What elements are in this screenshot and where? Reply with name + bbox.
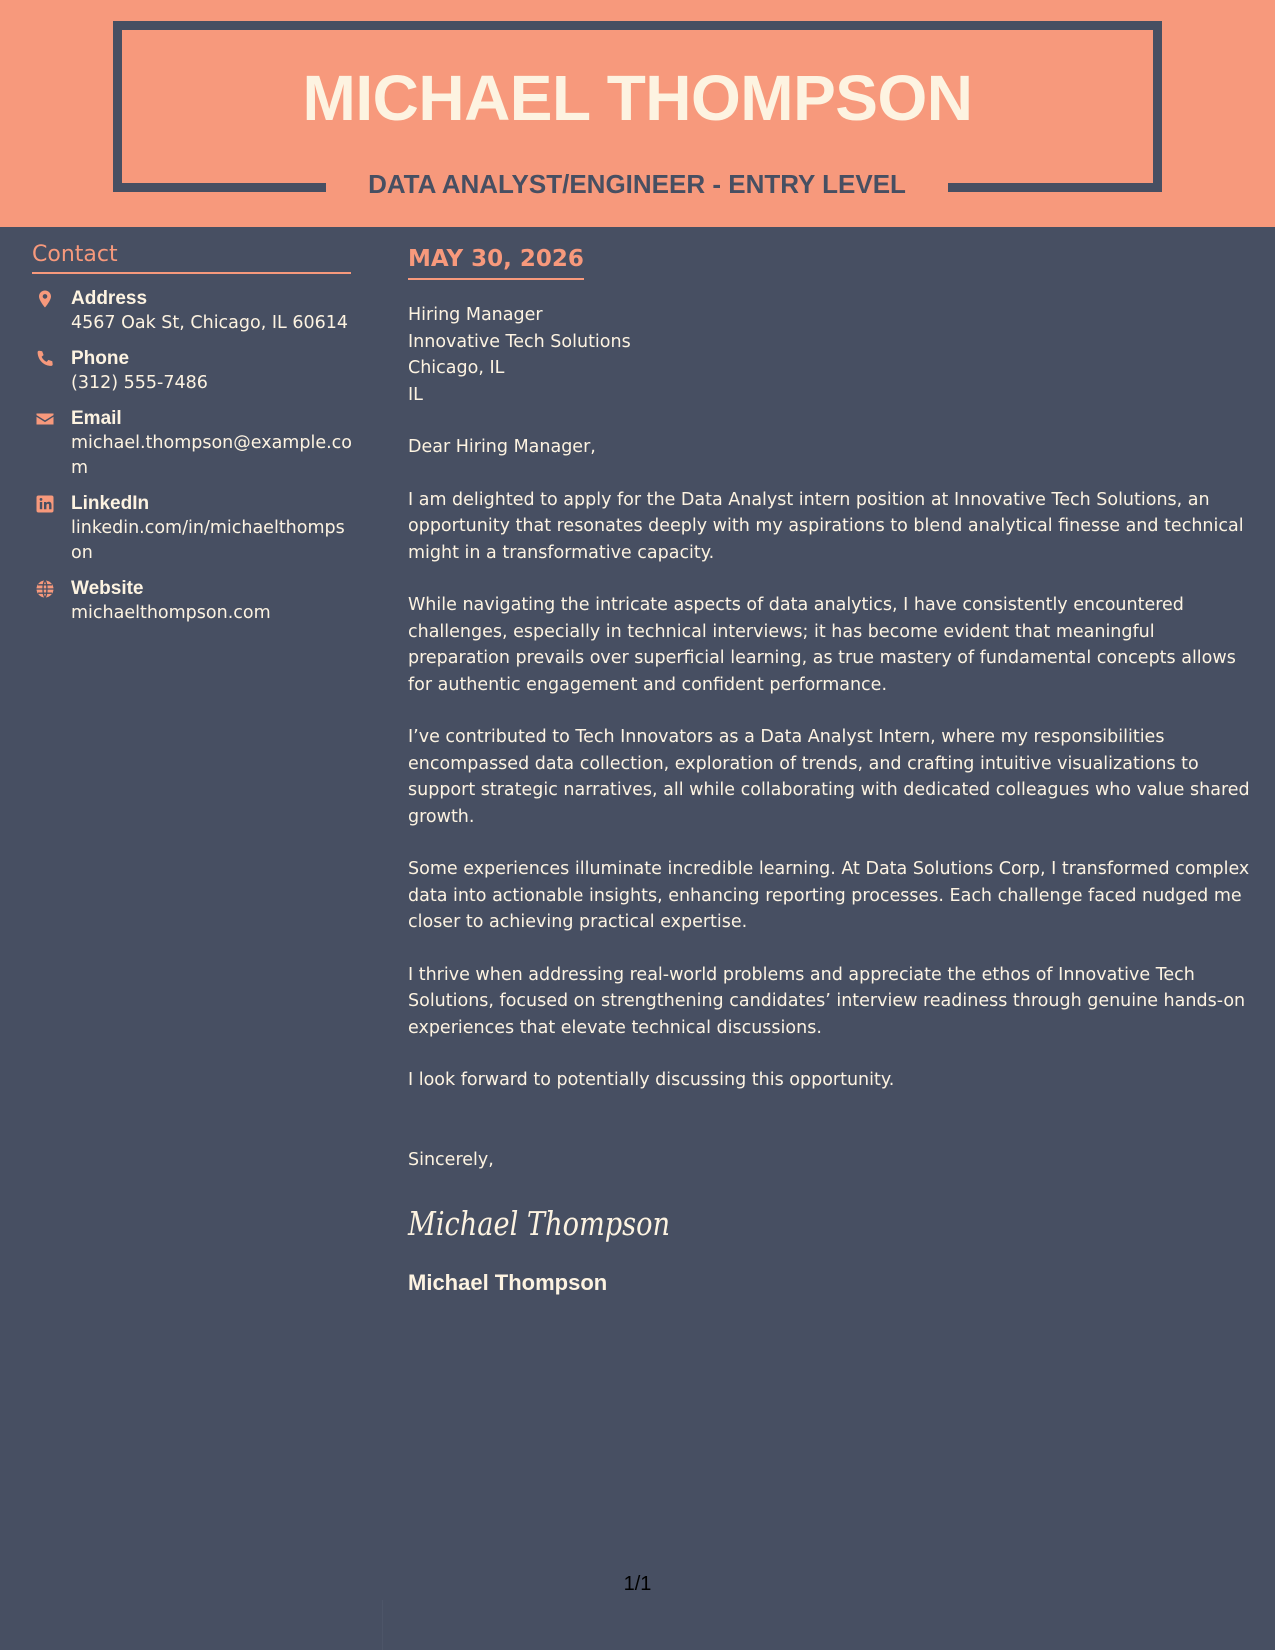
contact-list [32, 286, 351, 626]
contact-item-email [32, 406, 351, 481]
body-paragraph: I’ve contributed to Tech Innovators as a Data Analyst Intern, where my responsibilities encompassed data collection, exploration of trends, and crafting intuitive visualizations to support strategic narratives, all while collaborating with dedicated colleagues who value shared growth. [408, 727, 1250, 827]
globe-icon [35, 579, 55, 599]
phone-value: (312) 555-7486 [71, 373, 208, 393]
recipient-company: Innovative Tech Solutions [408, 331, 631, 352]
body-paragraph: I am delighted to apply for the Data Analyst intern position at Innovative Tech Solutions, an opportunity that resonates deeply with my aspirations to blend analytical finesse and technical might in a transformative capacity. [408, 489, 1244, 563]
phone-icon [35, 349, 55, 369]
address-value: 4567 Oak St, Chicago, IL 60614 [71, 313, 348, 333]
contact-label: Phone [71, 348, 130, 369]
map-pin-icon [35, 289, 55, 309]
body-paragraph: I thrive when addressing real-world problems and appreciate the ethos of Innovative Tech Solutions, focused on strengthening candidates’ interview readiness through genuine hands-on experiences that elevate technical discussions. [408, 964, 1246, 1038]
job-title: DATA ANALYST/ENGINEER - ENTRY LEVEL [368, 169, 906, 199]
recipient-city: Chicago, IL [408, 358, 505, 378]
contact-label: Website [71, 578, 144, 599]
contact-item-address [32, 286, 351, 336]
recipient-name: Hiring Manager [408, 305, 543, 325]
linkedin-icon [35, 494, 55, 514]
body-paragraph: I look forward to potentially discussing this opportunity. [408, 1070, 895, 1090]
closing: Sincerely, [408, 1149, 494, 1170]
cover-letter [408, 244, 1251, 1297]
email-link[interactable]: michael.thompson@example.com [71, 433, 352, 478]
recipient-state: IL [408, 384, 423, 405]
candidate-name: MICHAEL THOMPSON [302, 62, 973, 134]
page-number: 1/1 [623, 1573, 652, 1595]
handwritten-signature [408, 1199, 670, 1247]
linkedin-link[interactable]: linkedin.com/in/michaelthompson [71, 518, 345, 563]
contact-label: LinkedIn [71, 493, 150, 514]
header-banner [0, 0, 1275, 227]
divider [382, 1600, 383, 1650]
contact-heading: Contact [32, 240, 351, 274]
salutation: Dear Hiring Manager, [408, 437, 596, 457]
contact-sidebar [32, 240, 351, 636]
envelope-icon [35, 409, 55, 429]
signature-text: Michael Thompson [407, 1204, 670, 1243]
signer-name: Michael Thompson [408, 1270, 608, 1295]
contact-label: Email [71, 408, 122, 429]
contact-item-linkedin [32, 491, 351, 566]
contact-item-phone [32, 346, 351, 396]
letter-date: MAY 30, 2026 [408, 244, 584, 280]
website-link[interactable]: michaelthompson.com [71, 603, 271, 623]
body-paragraph: While navigating the intricate aspects of data analytics, I have consistently encountered challenges, especially in technical interviews; it has become evident that meaningful preparation prevails over superficial learning, as true mastery of fundamental concepts allows for authentic engagement and confident performance. [408, 595, 1236, 695]
body-paragraph: Some experiences illuminate incredible learning. At Data Solutions Corp, I transformed complex data into actionable insights, enhancing reporting processes. Each challenge faced nudged me closer to achieving practical expertise. [408, 859, 1250, 932]
contact-item-website [32, 576, 351, 626]
recipient-block [408, 302, 1251, 408]
contact-label: Address [71, 288, 148, 309]
